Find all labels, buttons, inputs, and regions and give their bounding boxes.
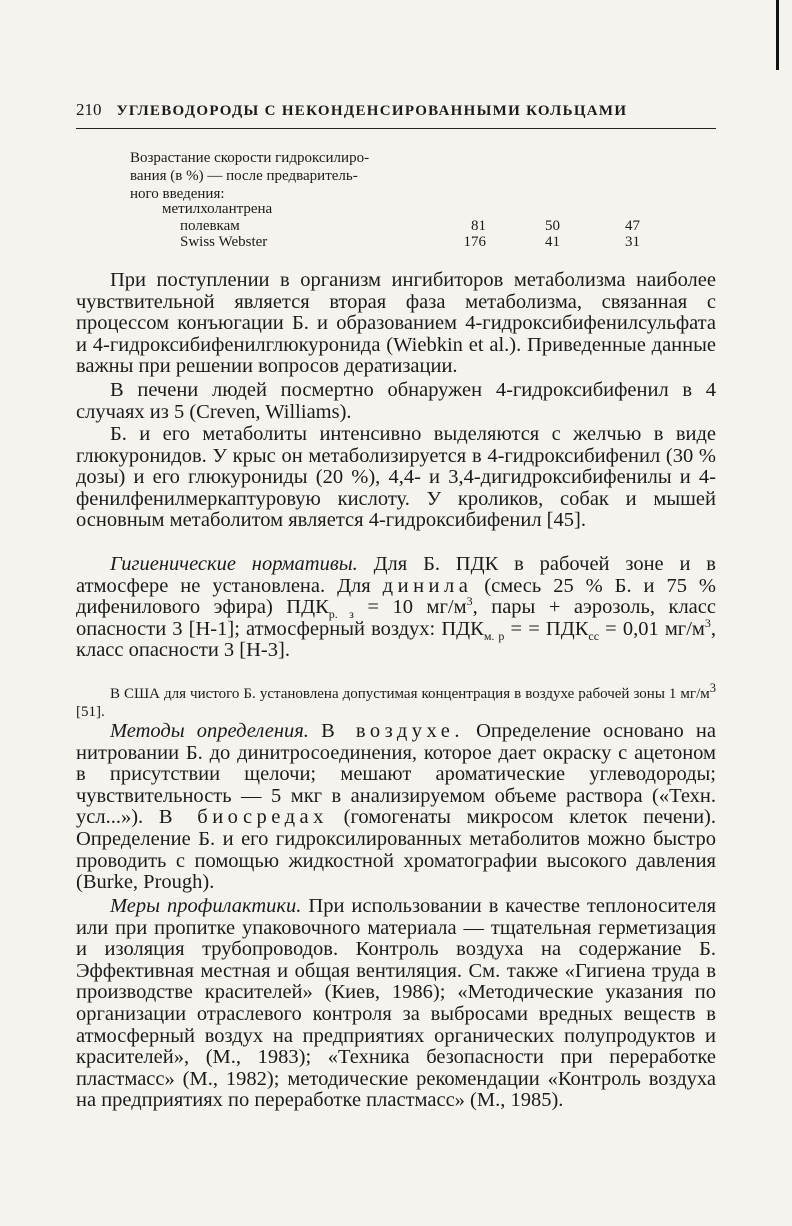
paragraph-excretion: Б. и его метаболиты интенсивно выделяются с желчью в виде глюкуронидов. У крыс он метаболизируется в 4-гидроксибифенил (30 % дозы) и его глюкурониды (20 %), 4,4- и 3,4-дигидроксибифенилы и 4-фенилфенилмеркаптуровую кислоту. У кроликов, собак и мышей основным метаболитом является 4-гидроксибифенил [45]. — [76, 423, 716, 532]
table-cell: 50 — [545, 218, 560, 234]
section-heading: Меры профилактики. — [110, 895, 302, 917]
table-cell: 81 — [471, 218, 486, 234]
table-row-label: полевкам — [180, 218, 240, 234]
table-cell: 41 — [545, 234, 560, 250]
table-row-label: Swiss Webster — [180, 234, 268, 250]
paragraph-metabolism: При поступлении в организм ингибиторов метаболизма наиболее чувствительной является вторая фаза метаболизма, связанная с процессом конъюгации Б. и образованием 4-гидроксибифенилсульфата и 4-гидроксибифенилглюкуронида (Wiebkin et al.). Приведенные данные важны при решении вопросов дератизации. — [76, 269, 716, 378]
running-header — [76, 100, 716, 129]
spaced-term: В биосредах — [158, 806, 328, 829]
table-cell: 31 — [625, 234, 640, 250]
spaced-term: динила — [382, 574, 473, 597]
running-title: УГЛЕВОДОРОДЫ С НЕКОНДЕНСИРОВАННЫМИ КОЛЬЦАМИ — [116, 103, 628, 119]
paragraph-liver: В печени людей посмертно обнаружен 4-гидроксибифенил в 4 случаях из 5 (Creven, Williams). — [76, 379, 716, 423]
table-cell: 47 — [625, 218, 640, 234]
section-heading: Методы определения. — [110, 720, 309, 742]
table-row-label: вания (в %) — после предваритель- — [130, 168, 358, 184]
table-row-label: ного введения: — [130, 186, 225, 202]
scan-edge-mark — [776, 0, 779, 70]
table-row-label: Возрастание скорости гидроксилиро- — [130, 150, 370, 166]
section-heading: Гигиенические нормативы. — [110, 553, 358, 575]
paragraph-hygiene-norms: Гигиенические нормативы. Для Б. ПДК в рабочей зоне и в атмосфере не установлена. Для динила (смесь 25 % Б. и 75 % дифенилового эфира) $ПДК_{р. з} = 10$ $мг/м^3$, пары + аэрозоль, класс опасности 3 [Н-1]; атмосферный воздух: $ПДК_{м. р}$ = = $ПДК_{сс} = 0,01$ $мг/м^3$, класс опасности 3 [Н-3]. — [76, 553, 717, 662]
note-usa: В США для чистого Б. установлена допустимая концентрация в воздухе рабочей зоны 1 $мг/м^3$ [51]. — [76, 681, 716, 720]
paragraph-methods: Методы определения. В воздухе. Определение основано на нитровании Б. до динитросоединения, которое дает окраску с ацетоном в присутствии щелочи; мешают ароматические углеводороды; чувствительность — 5 мкг в анализируемом объеме раствора («Техн. усл...»). В биосредах (гомогенаты микросом клеток печени). Определение Б. и его гидроксилированных метаболитов можно быстро проводить с помощью жидкостной хроматографии высокого давления (Burke, Prough). — [76, 720, 716, 894]
paragraph-prevention: Меры профилактики. При использовании в качестве теплоносителя или при пропитке упаковочного материала — тщательная герметизация и изоляция трубопроводов. Контроль воздуха на содержание Б. Эффективная местная и общая вентиляция. См. также «Гигиена труда в производстве красителей» (Киев, 1986); «Методические указания по организации отраслевого контроля за выбросами вредных веществ в атмосферный воздух на предприятиях органических полупродуктов и красителей», (М., 1983); «Техника безопасности при переработке пластмасс» (М., 1982); методические рекомендации «Контроль воздуха на предприятиях по переработке пластмасс» (М., 1985). — [76, 895, 716, 1112]
page-number: 210 — [76, 100, 102, 119]
spaced-term: В воздухе. — [321, 720, 465, 742]
table-row-label: метилхолантрена — [162, 201, 273, 217]
table-cell: 176 — [463, 234, 486, 250]
